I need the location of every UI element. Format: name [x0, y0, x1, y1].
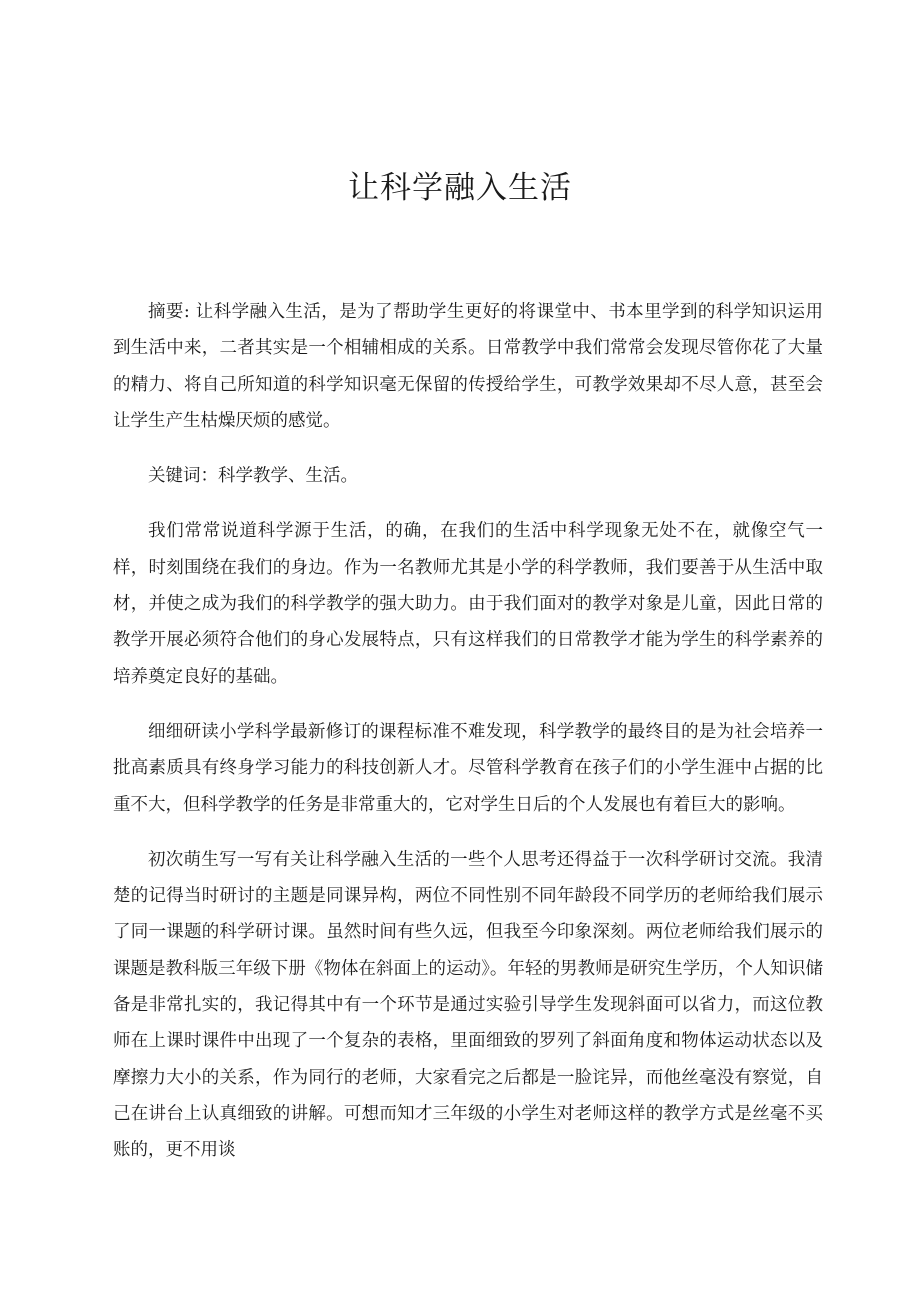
document-body [113, 294, 823, 1188]
body-paragraph-2: 细细研读小学科学最新修订的课程标准不难发现，科学教学的最终目的是为社会培养一批高素质具有终身学习能力的科技创新人才。尽管科学教育在孩子们的小学生涯中占据的比重不大，但科学教学的任务是非常重大的，它对学生日后的个人发展也有着巨大的影响。 [113, 721, 823, 815]
abstract-paragraph: 摘要: 让科学融入生活，是为了帮助学生更好的将课堂中、书本里学到的科学知识运用到生活中来，二者其实是一个相辅相成的关系。日常教学中我们常常会发现尽管你花了大量的精力、将自己所知道的科学知识毫无保留的传授给学生，可教学效果却不尽人意，甚至会让学生产生枯燥厌烦的感觉。 [113, 302, 823, 431]
body-paragraph-3: 初次萌生写一写有关让科学融入生活的一些个人思考还得益于一次科学研讨交流。我清楚的记得当时研讨的主题是同课异构，两位不同性别不同年龄段不同学历的老师给我们展示了同一课题的科学研讨课。虽然时间有些久远，但我至今印象深刻。两位老师给我们展示的课题是教科版三年级下册《物体在斜面上的运动》。年轻的男教师是研究生学历，个人知识储备是非常扎实的，我记得其中有一个环节是通过实验引导学生发现斜面可以省力，而这位教师在上课时课件中出现了一个复杂的表格，里面细致的罗列了斜面角度和物体运动状态以及摩擦力大小的关系，作为同行的老师，大家看完之后都是一脸诧异，而他丝毫没有察觉，自己在讲台上认真细致的讲解。可想而知才三年级的小学生对老师这样的教学方式是丝毫不买账的，更不用谈 [113, 849, 823, 1161]
body-paragraph-1: 我们常常说道科学源于生活，的确，在我们的生活中科学现象无处不在，就像空气一样，时刻围绕在我们的身边。作为一名教师尤其是小学的科学教师，我们要善于从生活中取材，并使之成为我们的科学教学的强大助力。由于我们面对的教学对象是儿童，因此日常的教学开展必须符合他们的身心发展特点，只有这样我们的日常教学才能为学生的科学素养的培养奠定良好的基础。 [113, 521, 823, 687]
document-title: 让科学融入生活 [348, 170, 572, 206]
keywords-line: 关键词：科学教学、生活。 [148, 466, 358, 487]
